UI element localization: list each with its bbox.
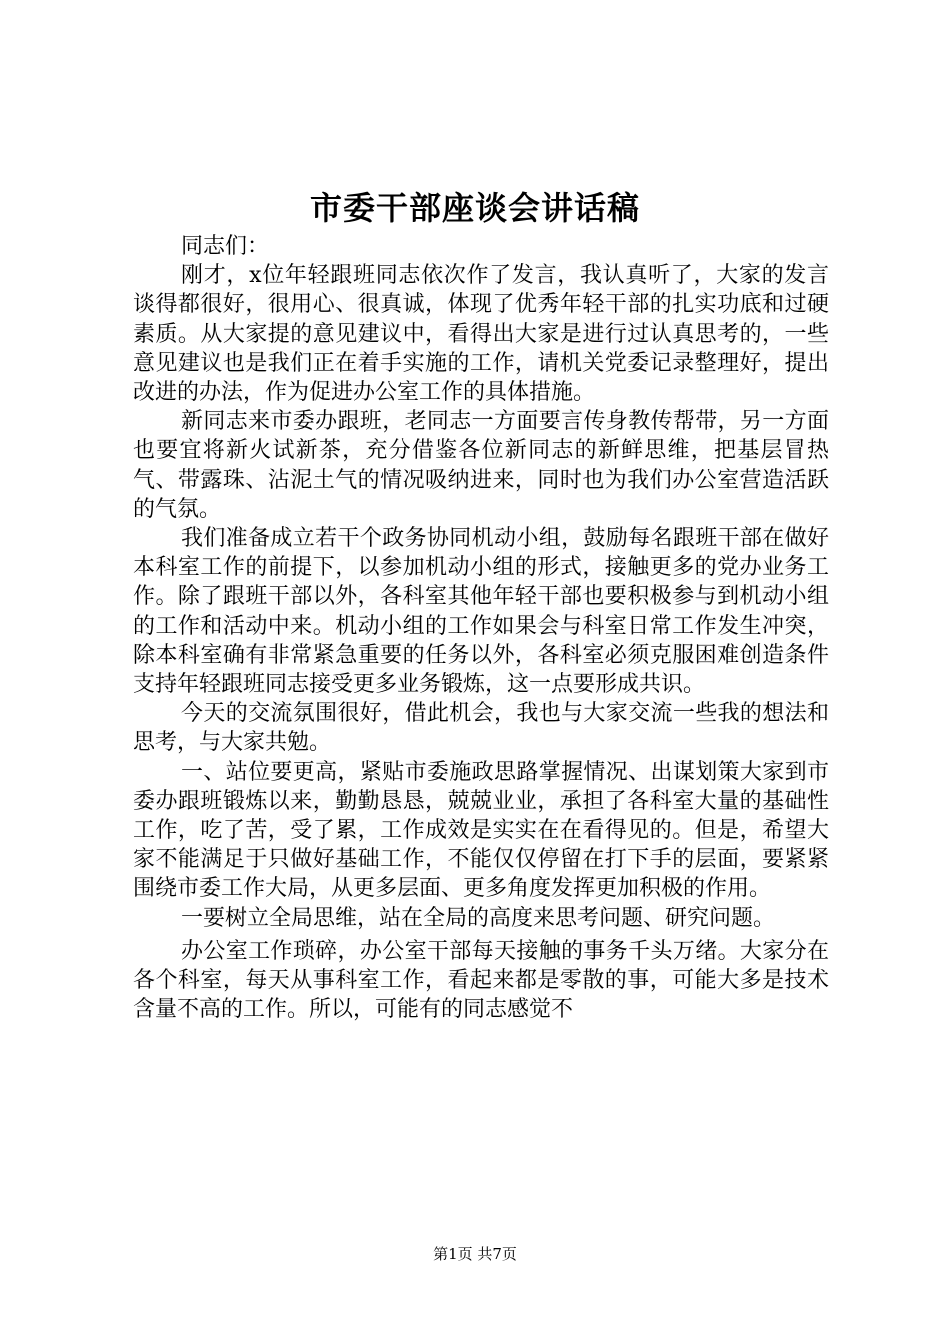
paragraph-salutation: 同志们： xyxy=(181,234,270,259)
paragraph-3: 我们准备成立若干个政务协同机动小组，鼓励每名跟班干部在做好本科室工作的前提下，以参加机动小组的形式，接触更多的党办业务工作。除了跟班干部以外，各科室其他年轻干部也要积极参与到机动小组的工作和活动中来。机动小组的工作如果会与科室日常工作发生冲突，除本科室确有非常紧急重要的任务以外，各科室必须克服困难创造条件支持年轻跟班同志接受更多业务锻炼，这一点要形成共识。 xyxy=(133,526,829,698)
paragraph-5: 一、站位要更高，紧贴市委施政思路掌握情况、出谋划策大家到市委办跟班锻炼以来，勤勤恳恳，兢兢业业，承担了各科室大量的基础性工作，吃了苦，受了累，工作成效是实实在在看得见的。但是，希望大家不能满足于只做好基础工作，不能仅仅停留在打下手的层面，要紧紧围绕市委工作大局，从更多层面、更多角度发挥更加积极的作用。 xyxy=(133,759,829,902)
paragraph-6: 一要树立全局思维，站在全局的高度来思考问题、研究问题。 xyxy=(181,905,776,931)
paragraph-4: 今天的交流氛围很好，借此机会，我也与大家交流一些我的想法和思考，与大家共勉。 xyxy=(133,701,829,756)
paragraph-2: 新同志来市委办跟班，老同志一方面要言传身教传帮带，另一方面也要宜将新火试新茶，充分借鉴各位新同志的新鲜思维，把基层冒热气、带露珠、沾泥土气的情况吸纳进来，同时也为我们办公室营造活跃的气氛。 xyxy=(133,409,829,522)
paragraph-1: 刚才，x位年轻跟班同志依次作了发言，我认真听了，大家的发言谈得都很好，很用心、很真诚，体现了优秀年轻干部的扎实功底和过硬素质。从大家提的意见建议中，看得出大家是进行过认真思考的，一些意见建议也是我们正在着手实施的工作，请机关党委记录整理好，提出改进的办法，作为促进办公室工作的具体措施。 xyxy=(133,263,829,406)
paragraph-7: 办公室工作琐碎，办公室干部每天接触的事务千头万绪。大家分在各个科室，每天从事科室工作，看起来都是零散的事，可能大多是技术含量不高的工作。所以，可能有的同志感觉不 xyxy=(133,938,829,1023)
document-body xyxy=(133,232,829,1024)
document-title: 市委干部座谈会讲话稿 xyxy=(309,189,640,227)
page-number-footer: 第1页 共7页 xyxy=(433,1245,517,1263)
